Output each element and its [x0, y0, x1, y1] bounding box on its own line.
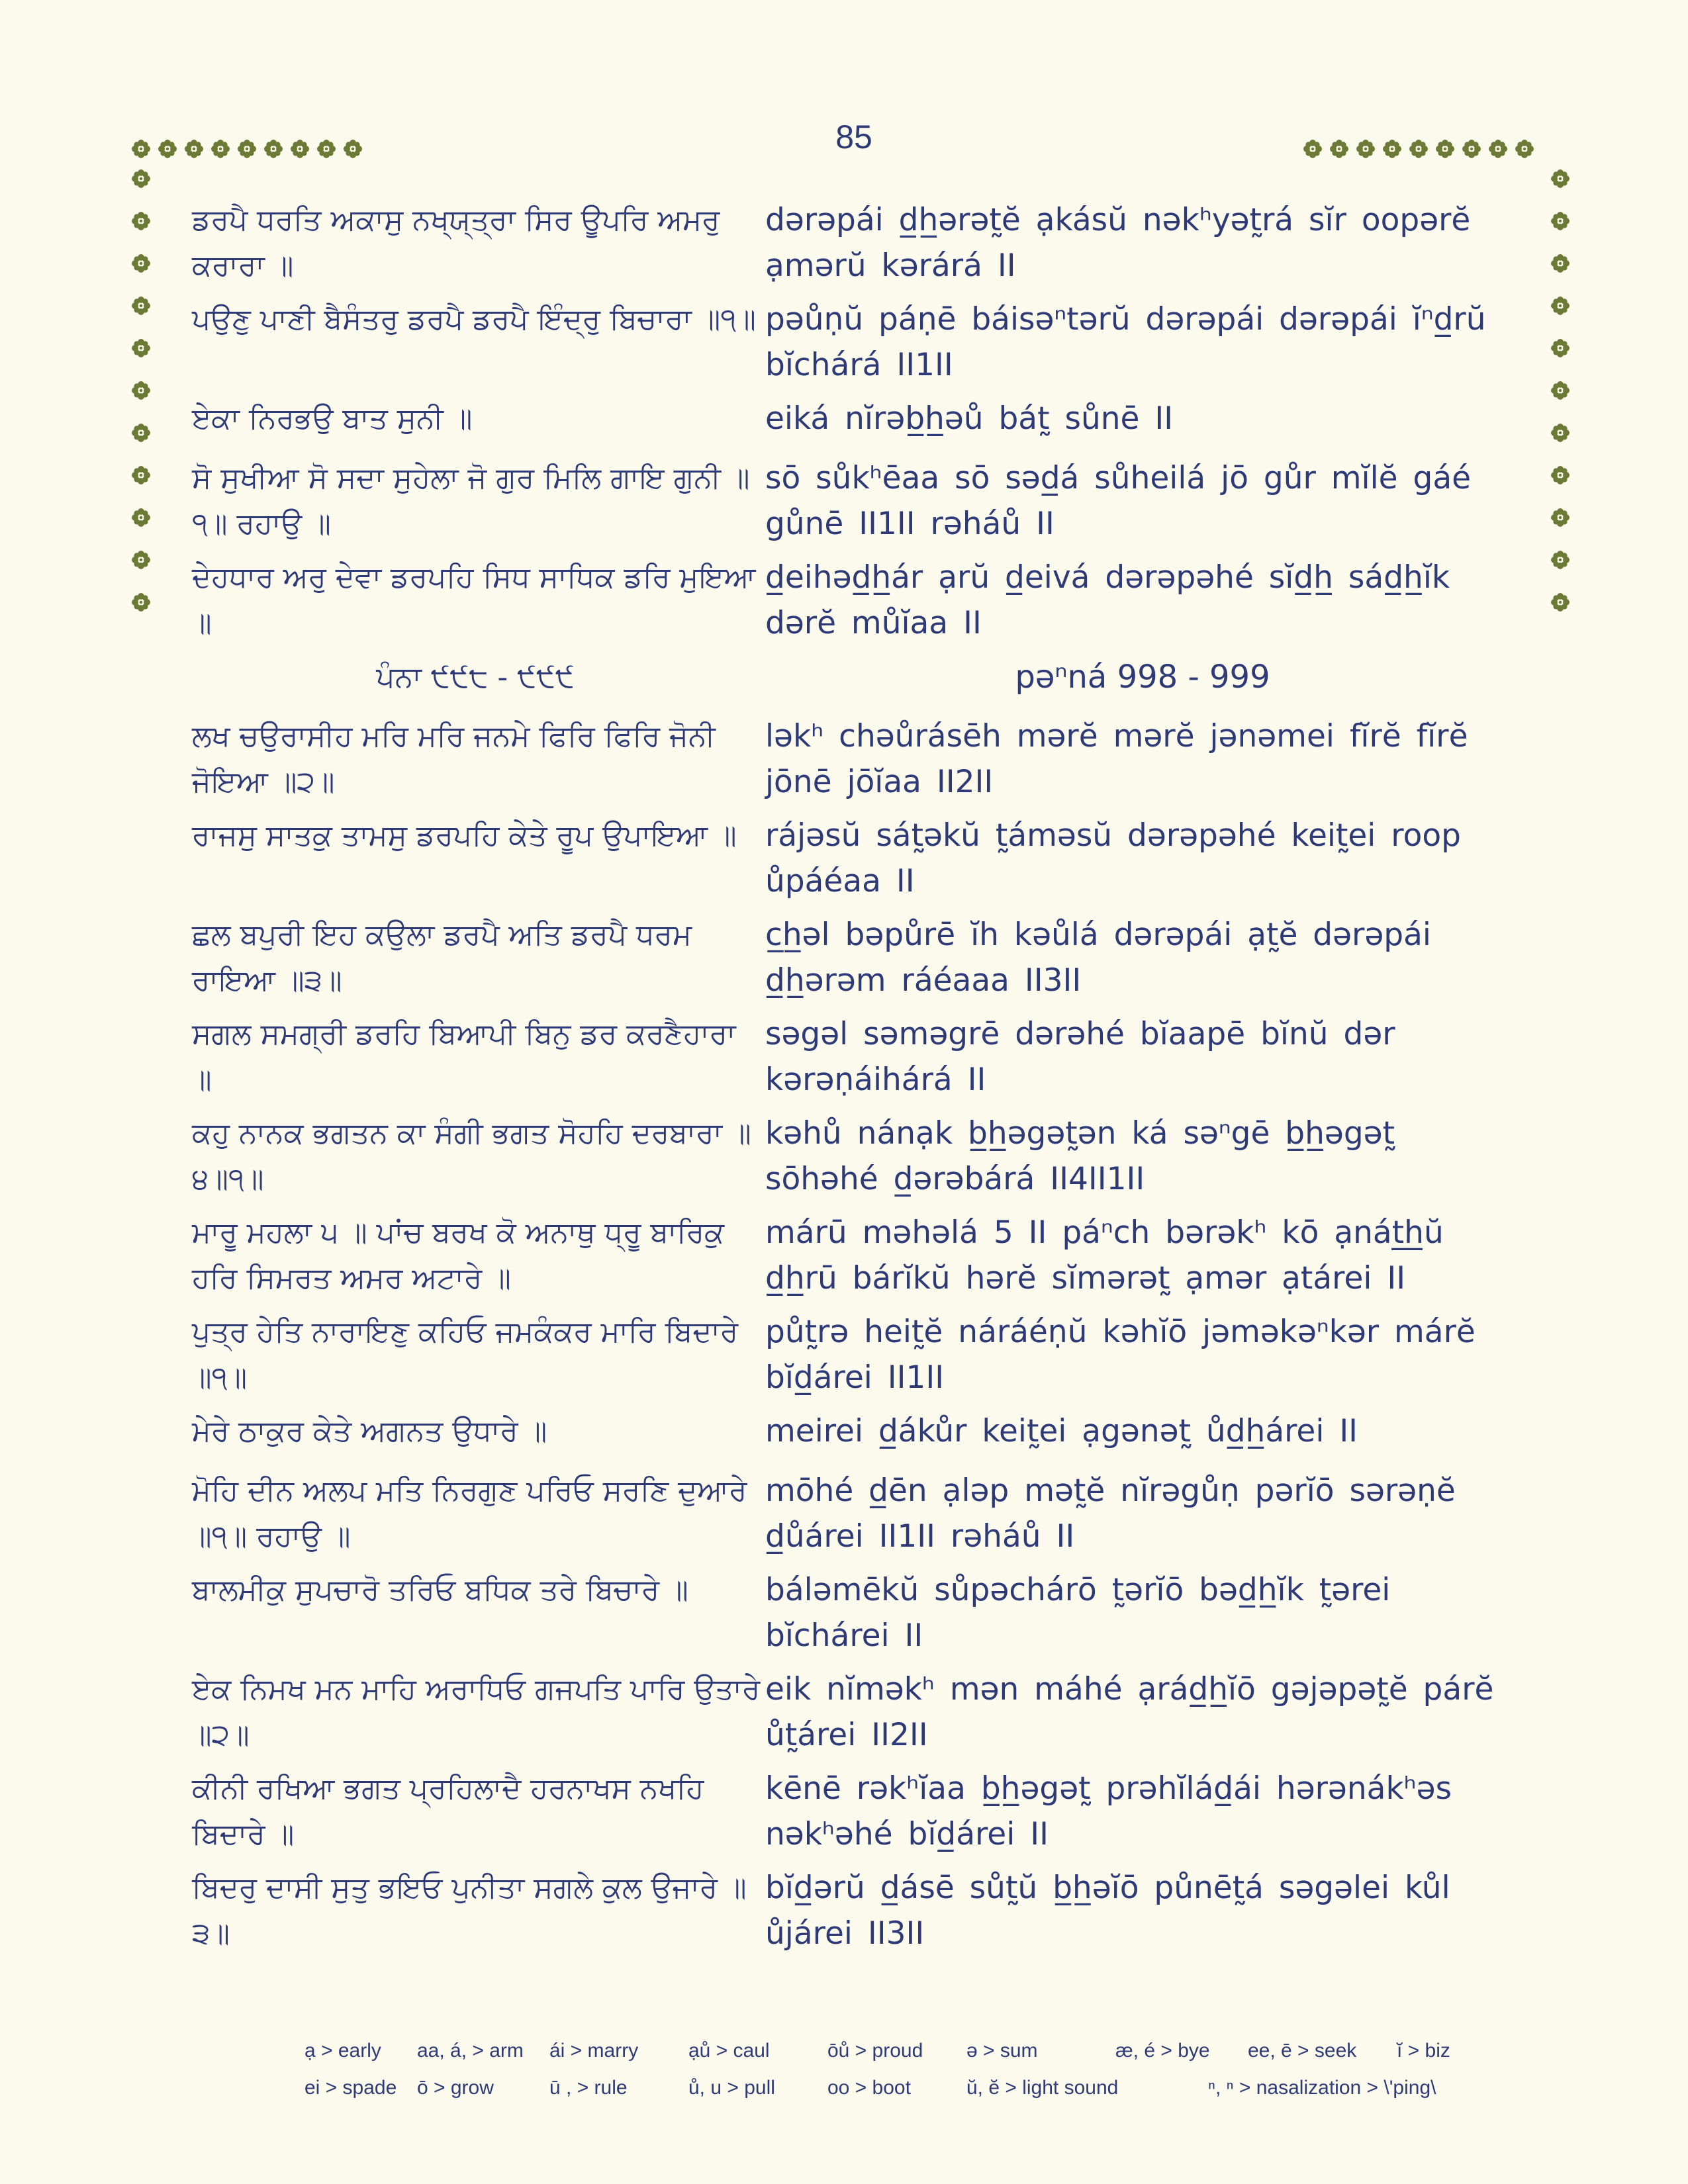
- verse-row: [191, 455, 1472, 547]
- flower-ornament-icon: [1435, 139, 1455, 159]
- transliteration-text: eiká nĭrəb̲h̲əů bát̰ sůnē II: [765, 400, 1174, 437]
- legend-item: ō > grow: [417, 2077, 494, 2099]
- verse-row: [191, 1468, 1456, 1559]
- gurmukhi-text: ਸਗਲ ਸਮਗ੍ਰੀ ਡਰਹਿ ਬਿਆਪੀ ਬਿਨੁ ਡਰ ਕਰਣੈਹਾਰਾ ॥: [192, 1017, 736, 1097]
- flower-ornament-icon: [131, 253, 151, 273]
- flower-ornament-icon: [1550, 592, 1570, 612]
- flower-ornament-icon: [1550, 338, 1570, 358]
- flower-ornament-icon: [1550, 253, 1570, 273]
- flower-ornament-icon: [131, 550, 151, 570]
- flower-ornament-icon: [263, 139, 283, 159]
- gurmukhi-text: ਏਕ ਨਿਮਖ ਮਨ ਮਾਹਿ ਅਰਾਧਿਓ ਗਜਪਤਿ ਪਾਰਿ ਉਤਾਰੇ ॥੨॥: [192, 1672, 761, 1752]
- page-number: 85: [835, 118, 872, 156]
- page-range-gurmukhi: ਪੰਨਾ ੯੯੮ - ੯੯੯: [376, 660, 575, 694]
- transliteration-text: půt̰rə heit̰ĕ náráéṇŭ kəhĭō jəməkəⁿkər márĕ bĭd̲árei II1II: [765, 1314, 1476, 1396]
- legend-item: oo > boot: [827, 2077, 911, 2099]
- flower-ornament-icon: [316, 139, 336, 159]
- legend-item: ei > spade: [305, 2077, 397, 2099]
- flower-ornament-icon: [1550, 508, 1570, 527]
- flower-ornament-icon: [1462, 139, 1481, 159]
- gurmukhi-text: ਦੇਹਧਾਰ ਅਰੁ ਦੇਵਾ ਡਰਪਹਿ ਸਿਧ ਸਾਧਿਕ ਡਰਿ ਮੁਇਆ ॥: [192, 561, 756, 640]
- flower-ornament-icon: [131, 508, 151, 527]
- flower-ornament-icon: [1550, 211, 1570, 231]
- legend-row: [305, 2077, 1496, 2114]
- verse-row: [191, 1011, 1395, 1103]
- transliteration-text: báləmēkŭ sůpəchárō t̰ərĭō bəd̲h̲ĭk t̰ərei bĭchárei II: [765, 1572, 1391, 1654]
- verse-row: [191, 1666, 1494, 1758]
- flower-ornament-icon: [131, 211, 151, 231]
- flower-ornament-icon: [1550, 550, 1570, 570]
- gurmukhi-text: ਪਉਣੁ ਪਾਣੀ ਬੈਸੰਤਰੁ ਡਰਪੈ ਡਰਪੈ ਇੰਦ੍ਰੁ ਬਿਚਾਰਾ ॥੧॥: [192, 302, 756, 336]
- flower-ornament-icon: [1409, 139, 1429, 159]
- legend-item: ⁿ, ⁿ > nasalization > \'ping\: [1208, 2077, 1436, 2099]
- flower-ornament-icon: [343, 139, 363, 159]
- verse-row: [191, 713, 1468, 805]
- gurmukhi-text: ਛਲ ਬਪੁਰੀ ਇਹ ਕਉਲਾ ਡਰਪੈ ਅਤਿ ਡਰਪੈ ਧਰਮ ਰਾਇਆ ॥੩॥: [192, 918, 692, 997]
- legend-item: ạů > caul: [688, 2040, 770, 2062]
- verse-row: [191, 296, 1486, 383]
- flower-ornament-icon: [1303, 139, 1323, 159]
- flower-ornament-icon: [1550, 169, 1570, 189]
- verse-row: [191, 1408, 1358, 1454]
- gurmukhi-text: ਬਿਦਰੁ ਦਾਸੀ ਸੁਤੁ ਭਇਓ ਪੁਨੀਤਾ ਸਗਲੇ ਕੁਲ ਉਜਾਰੇ ॥੩॥: [192, 1871, 747, 1950]
- gurmukhi-text: ਕੀਨੀ ਰਖਿਆ ਭਗਤ ਪ੍ਰਹਿਲਾਦੈ ਹਰਨਾਖਸ ਨਖਹਿ ਬਿਦਾਰੇ ॥: [192, 1772, 704, 1851]
- verse-row: [191, 1766, 1452, 1857]
- flower-ornament-icon: [158, 139, 177, 159]
- legend-item: ōů > proud: [827, 2040, 923, 2062]
- legend-item: aa, á, > arm: [417, 2040, 524, 2062]
- verse-row: [191, 1210, 1444, 1301]
- flower-ornament-icon: [1550, 296, 1570, 316]
- page-range-translit: pəⁿná 998 - 999: [1015, 659, 1270, 696]
- flower-ornament-icon: [1356, 139, 1376, 159]
- legend-item: ə > sum: [966, 2040, 1038, 2062]
- verse-row: [191, 396, 1174, 441]
- gurmukhi-text: ਪੁਤ੍ਰ ਹੇਤਿ ਨਾਰਾਇਣੁ ਕਹਿਓ ਜਮਕੰਕਰ ਮਾਰਿ ਬਿਦਾਰੇ ॥੧॥: [192, 1315, 739, 1394]
- transliteration-text: kēnē rəkʰĭaa b̲h̲əgət̰ prəhĭlád̲ái hərənákʰəs nəkʰəhé bĭd̲árei II: [765, 1770, 1452, 1852]
- legend-item: ů, u > pull: [688, 2077, 775, 2099]
- flower-ornament-icon: [237, 139, 257, 159]
- flower-ornament-icon: [131, 296, 151, 316]
- transliteration-text: mōhé d̲ēn ạləp mət̰ĕ nĭrəgůṇ pərĭō sərəṇĕ d̲ůárei II1II rəháů II: [765, 1473, 1456, 1555]
- flower-ornament-icon: [1550, 381, 1570, 400]
- transliteration-text: eik nĭməkʰ mən máhé ạrád̲h̲ĭō gəjəpət̰ĕ párĕ ůt̰árei II2II: [765, 1671, 1494, 1753]
- legend-item: æ, é > bye: [1115, 2040, 1210, 2062]
- transliteration-text: dərəpái d̲h̲ərət̰ĕ ạkásŭ nəkʰyət̰rá sĭr oopərĕ ạmərŭ kərárá II: [765, 202, 1471, 284]
- legend-item: ái > marry: [549, 2040, 639, 2062]
- transliteration-text: márū məhəlá 5 II páⁿch bərəkʰ kō ạnát̲h̲ŭ d̲h̲rū bárĭkŭ hərĕ sĭmərət̰ ạmər ạtárei II: [765, 1214, 1444, 1297]
- gurmukhi-text: ਏਕਾ ਨਿਰਭਉ ਬਾਤ ਸੁਨੀ ॥: [192, 402, 473, 435]
- legend-item: ū , > rule: [549, 2077, 628, 2099]
- transliteration-text: c̲h̲əl bəpůrē ĭh kəůlá dərəpái ạt̰ĕ dərəpái d̲h̲ərəm ráéaaa II3II: [765, 917, 1431, 999]
- verse-row: [191, 1567, 1391, 1654]
- flower-ornament-icon: [131, 139, 151, 159]
- flower-ornament-icon: [131, 423, 151, 443]
- flower-ornament-icon: [290, 139, 310, 159]
- transliteration-text: rájəsŭ sát̰əkŭ t̰áməsŭ dərəpəhé keit̰ei roop ůpáéaa II: [765, 817, 1461, 899]
- legend-item: ŭ, ĕ > light sound: [966, 2077, 1119, 2099]
- flower-ornament-icon: [131, 381, 151, 400]
- flower-ornament-icon: [211, 139, 230, 159]
- verse-row: [191, 912, 1431, 1003]
- legend-item: ạ > early: [305, 2040, 381, 2062]
- legend-item: ee, ē > seek: [1248, 2040, 1357, 2062]
- flower-ornament-icon: [1382, 139, 1402, 159]
- gurmukhi-text: ਸੋ ਸੁਖੀਆ ਸੋ ਸਦਾ ਸੁਹੇਲਾ ਜੋ ਗੁਰ ਮਿਲਿ ਗਾਇ ਗੁਨੀ ॥੧॥ ਰਹਾਉ ॥: [192, 461, 750, 541]
- flower-ornament-icon: [131, 169, 151, 189]
- legend-row: [305, 2040, 1496, 2077]
- transliteration-text: d̲eihəd̲h̲ár ạrŭ d̲eivá dərəpəhé sĭd̲h̲ sád̲h̲ĭk dərĕ můĭaa II: [765, 559, 1450, 641]
- verse-row: [191, 1309, 1476, 1400]
- gurmukhi-text: ਮਾਰੂ ਮਹਲਾ ੫ ॥ ਪਾਂਚ ਬਰਖ ਕੋ ਅਨਾਥੁ ਧ੍ਰੂ ਬਾਰਿਕੁ ਹਰਿ ਸਿਮਰਤ ਅਮਰ ਅਟਾਰੇ ॥: [192, 1216, 725, 1295]
- flower-ornament-icon: [131, 465, 151, 485]
- gurmukhi-text: ਲਖ ਚਉਰਾਸੀਹ ਮਰਿ ਮਰਿ ਜਨਮੇ ਫਿਰਿ ਫਿਰਿ ਜੋਨੀ ਜੋਇਆ ॥੨॥: [192, 719, 716, 799]
- gurmukhi-text: ਮੋਹਿ ਦੀਨ ਅਲਪ ਮਤਿ ਨਿਰਗੁਣ ਪਰਿਓ ਸਰਣਿ ਦੁਆਰੇ ॥੧॥ ਰਹਾਉ ॥: [192, 1474, 747, 1553]
- verse-row: [191, 1865, 1450, 1956]
- pronunciation-legend: [305, 2040, 1496, 2114]
- transliteration-text: sō sůkʰēaa sō səd̲á sůheilá jō gůr mĭlĕ gáé gůnē II1II rəháů II: [765, 460, 1472, 542]
- flower-ornament-icon: [184, 139, 204, 159]
- gurmukhi-text: ਰਾਜਸੁ ਸਾਤਕੁ ਤਾਮਸੁ ਡਰਪਹਿ ਕੇਤੇ ਰੂਪ ਉਪਾਇਆ ॥: [192, 819, 737, 852]
- page-range-heading: [191, 654, 1520, 700]
- flower-ornament-icon: [131, 592, 151, 612]
- gurmukhi-text: ਬਾਲਮੀਕੁ ਸੁਪਚਾਰੋ ਤਰਿਓ ਬਧਿਕ ਤਰੇ ਬਿਚਾਰੇ ॥: [192, 1573, 688, 1607]
- flower-ornament-icon: [1329, 139, 1349, 159]
- flower-ornament-icon: [131, 338, 151, 358]
- gurmukhi-text: ਡਰਪੈ ਧਰਤਿ ਅਕਾਸੁ ਨਖ੍ਯ੍ਤ੍ਰਾ ਸਿਰ ਊਪਰਿ ਅਮਰੁ ਕਰਾਰਾ ॥: [192, 203, 720, 283]
- transliteration-text: pəůṇŭ páṇē báisəⁿtərŭ dərəpái dərəpái ĭⁿd̲rŭ bĭchárá II1II: [765, 301, 1486, 383]
- flower-ornament-icon: [1488, 139, 1508, 159]
- verse-row: [191, 555, 1450, 646]
- verse-row: [191, 1111, 1395, 1202]
- gurmukhi-text: ਮੇਰੇ ਠਾਕੁਰ ਕੇਤੇ ਅਗਨਤ ਉਧਾਰੇ ॥: [192, 1414, 547, 1448]
- verse-row: [191, 813, 1461, 899]
- transliteration-text: səgəl səməgrē dərəhé bĭaapē bĭnŭ dər kərəṇáihárá II: [765, 1016, 1395, 1098]
- gurmukhi-text: ਕਹੁ ਨਾਨਕ ਭਗਤਨ ਕਾ ਸੰਗੀ ਭਗਤ ਸੋਹਹਿ ਦਰਬਾਰਾ ॥੪॥੧॥: [192, 1116, 751, 1196]
- flower-ornament-icon: [1515, 139, 1534, 159]
- transliteration-text: ləkʰ chəůrásēh mərĕ mərĕ jənəmei fĭrĕ fĭrĕ jōnē jōĭaa II2II: [765, 718, 1468, 800]
- transliteration-text: kəhů nánạk b̲h̲əgət̰ən ká səⁿgē b̲h̲əgət̰ sōhəhé d̲ərəbárá II4II1II: [765, 1115, 1395, 1197]
- legend-item: ĭ > biz: [1397, 2040, 1450, 2062]
- verse-row: [191, 197, 1471, 289]
- transliteration-text: bĭd̲ərŭ d̲ásē sůt̰ŭ b̲h̲əĭō půnēt̰á səgəlei kůl ůjárei II3II: [765, 1870, 1450, 1952]
- transliteration-text: meirei d̲ákůr keit̰ei ạgənət̰ ůd̲h̲árei II: [765, 1413, 1358, 1449]
- flower-ornament-icon: [1550, 423, 1570, 443]
- flower-ornament-icon: [1550, 465, 1570, 485]
